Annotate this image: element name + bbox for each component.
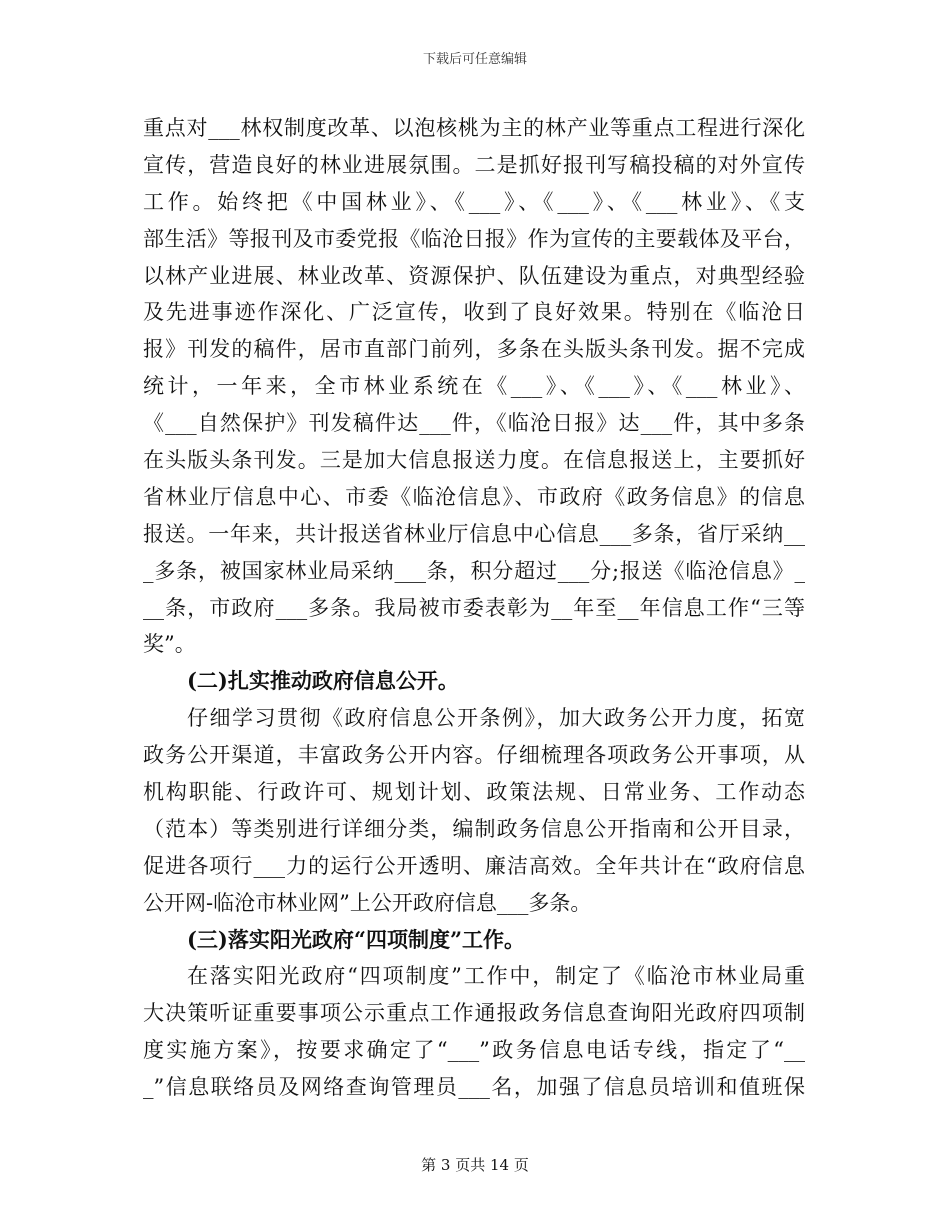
paragraph xyxy=(143,700,805,921)
paragraph-line: 部生活》等报刊及市委党报《临沧日报》作为宣传的主要载体及平台， xyxy=(143,226,805,251)
paragraph-line: 在头版头条刊发。三是加大信息报送力度。在信息报送上，主要抓好 xyxy=(143,448,805,473)
paragraph-line: 《___自然保护》刊发稿件达___件，《临沧日报》达___件，其中多条 xyxy=(143,411,805,436)
paragraph-line: 重点对___林权制度改革、以泡核桃为主的林产业等重点工程进行深化 xyxy=(143,116,805,140)
paragraph-line: 奖”。 xyxy=(143,632,196,657)
paragraph-line: _多条，被国家林业局采纳___条，积分超过___分;报送《临沧信息》_ xyxy=(143,558,805,583)
paragraph-line: 在落实阳光政府“四项制度”工作中，制定了《临沧市林业局重 xyxy=(187,964,805,989)
paragraph-line: 工作。始终把《中国林业》、《___》、《___》、《___林业》、《支 xyxy=(143,189,805,214)
paragraph-line: 公开网-临沧市林业网”上公开政府信息___多条。 xyxy=(143,890,592,915)
paragraph-line: （范本）等类别进行详细分类，编制政务信息公开指南和公开目录， xyxy=(143,816,805,841)
paragraph-line: 以林产业进展、林业改革、资源保护、队伍建设为重点，对典型经验 xyxy=(143,263,805,288)
paragraph-line: 省林业厅信息中心、市委《临沧信息》、市政府《政务信息》的信息 xyxy=(143,484,805,509)
section-heading: (三)落实阳光政府“四项制度”工作。 xyxy=(187,926,526,952)
paragraph-line: 统计，一年来，全市林业系统在《___》、《___》、《___林业》、 xyxy=(143,374,805,399)
document-body xyxy=(143,110,805,1106)
paragraph-line: 仔细学习贯彻《政府信息公开条例》，加大政务公开力度，拓宽 xyxy=(187,706,805,731)
paragraph-line: 报》刊发的稿件，居市直部门前列，多条在头版头条刊发。据不完成 xyxy=(143,337,805,362)
paragraph-line: 度实施方案》，按要求确定了“___”政务信息电话专线，指定了“__ xyxy=(143,1038,805,1063)
paragraph-line: 宣传，营造良好的林业进展氛围。二是抓好报刊写稿投稿的对外宣传 xyxy=(143,152,805,177)
section-heading: (二)扎实推动政府信息公开。 xyxy=(187,668,459,694)
page-number-footer: 第 3 页共 14 页 xyxy=(421,1156,529,1174)
paragraph-line: 促进各项行___力的运行公开透明、廉洁高效。全年共计在“政府信息 xyxy=(143,853,805,878)
page-header-note: 下载后可任意编辑 xyxy=(422,52,527,67)
paragraph-line: 机构职能、行政许可、规划计划、政策法规、日常业务、工作动态 xyxy=(143,780,805,805)
paragraph-line: _”信息联络员及网络查询管理员___名，加强了信息员培训和值班保 xyxy=(143,1075,805,1100)
paragraph-line: 报送。一年来，共计报送省林业厅信息中心信息___多条，省厅采纳__ xyxy=(143,521,805,546)
paragraph xyxy=(143,958,805,1106)
paragraph-line: __条，市政府___多条。我局被市委表彰为__年至__年信息工作“三等 xyxy=(143,595,805,620)
paragraph xyxy=(143,110,805,663)
paragraph-line: 大决策听证重要事项公示重点工作通报政务信息查询阳光政府四项制 xyxy=(143,1001,805,1026)
paragraph-line: 及先进事迹作深化、广泛宣传，收到了良好效果。特别在《临沧日 xyxy=(143,300,805,325)
paragraph-line: 政务公开渠道，丰富政务公开内容。仔细梳理各项政务公开事项，从 xyxy=(143,743,805,768)
